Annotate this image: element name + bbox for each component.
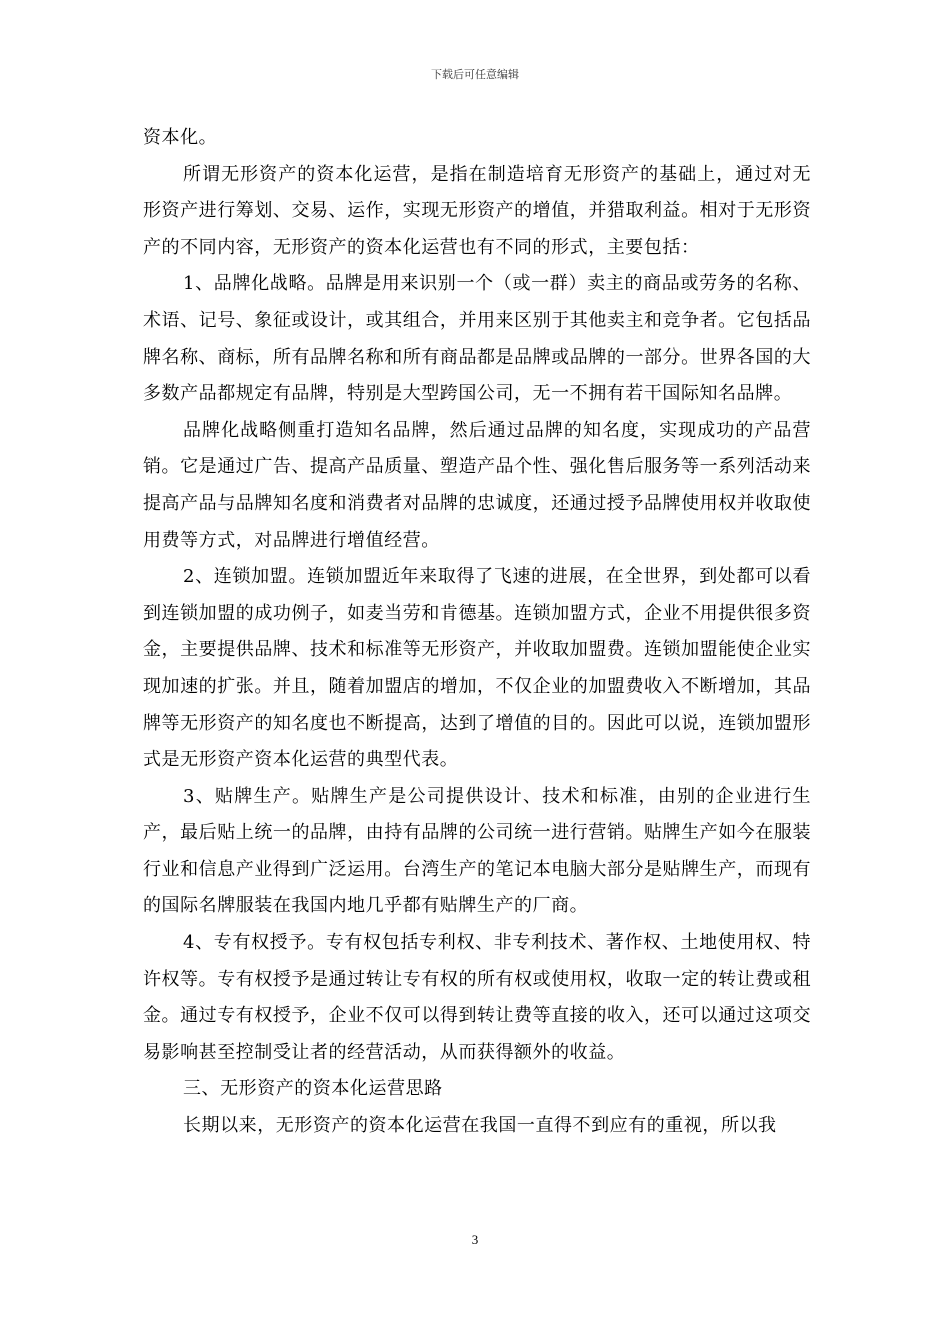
- paragraph-intro: 所谓无形资产的资本化运营，是指在制造培育无形资产的基础上，通过对无形资产进行筹划、交易、运作，实现无形资产的增值，并猎取利益。相对于无形资产的不同内容，无形资产的资本化运营也有不同的形式，主要包括：: [143, 163, 811, 258]
- document-body: [143, 120, 811, 1145]
- paragraph-brand-strategy-detail: 品牌化战略侧重打造知名品牌，然后通过品牌的知名度，实现成功的产品营销。它是通过广告、提高产品质量、塑造产品个性、强化售后服务等一系列活动来提高产品与品牌知名度和消费者对品牌的忠诚度，还通过授予品牌使用权并收取使用费等方式，对品牌进行增值经营。: [143, 419, 811, 551]
- paragraph-exclusive-rights: 4、专有权授予。专有权包括专利权、非专利技术、著作权、土地使用权、特许权等。专有权授予是通过转让专有权的所有权或使用权，收取一定的转让费或租金。通过专有权授予，企业不仅可以得到转让费等直接的收入，还可以通过这项交易影响甚至控制受让者的经营活动，从而获得额外的收益。: [143, 932, 811, 1063]
- section-heading: 三、无形资产的资本化运营思路: [183, 1078, 443, 1100]
- paragraph-continuation: 资本化。: [143, 127, 218, 148]
- paragraph-franchise: 2、连锁加盟。连锁加盟近年来取得了飞速的进展，在全世界，到处都可以看到连锁加盟的成功例子，如麦当劳和肯德基。连锁加盟方式，企业不用提供很多资金，主要提供品牌、技术和标准等无形资产，并收取加盟费。连锁加盟能使企业实现加速的扩张。并且，随着加盟店的增加，不仅企业的加盟费收入不断增加，其品牌等无形资产的知名度也不断提高，达到了增值的目的。因此可以说，连锁加盟形式是无形资产资本化运营的典型代表。: [143, 566, 811, 771]
- paragraph-oem: 3、贴牌生产。贴牌生产是公司提供设计、技术和标准，由别的企业进行生产，最后贴上统一的品牌，由持有品牌的公司统一进行营销。贴牌生产如今在服装行业和信息产业得到广泛运用。台湾生产的笔记本电脑大部分是贴牌生产，而现有的国际名牌服装在我国内地几乎都有贴牌生产的厂商。: [143, 785, 811, 917]
- paragraph-section-start: 长期以来，无形资产的资本化运营在我国一直得不到应有的重视，所以我: [183, 1115, 777, 1137]
- page-header: 下载后可任意编辑: [431, 68, 519, 81]
- page-number: 3: [471, 1232, 479, 1247]
- paragraph-brand-strategy: 1、品牌化战略。品牌是用来识别一个（或一群）卖主的商品或劳务的名称、术语、记号、象征或设计，或其组合，并用来区别于其他卖主和竞争者。它包括品牌名称、商标，所有品牌名称和所有商品都是品牌或品牌的一部分。世界各国的大多数产品都规定有品牌，特别是大型跨国公司，无一不拥有若干国际知名品牌。: [143, 273, 811, 405]
